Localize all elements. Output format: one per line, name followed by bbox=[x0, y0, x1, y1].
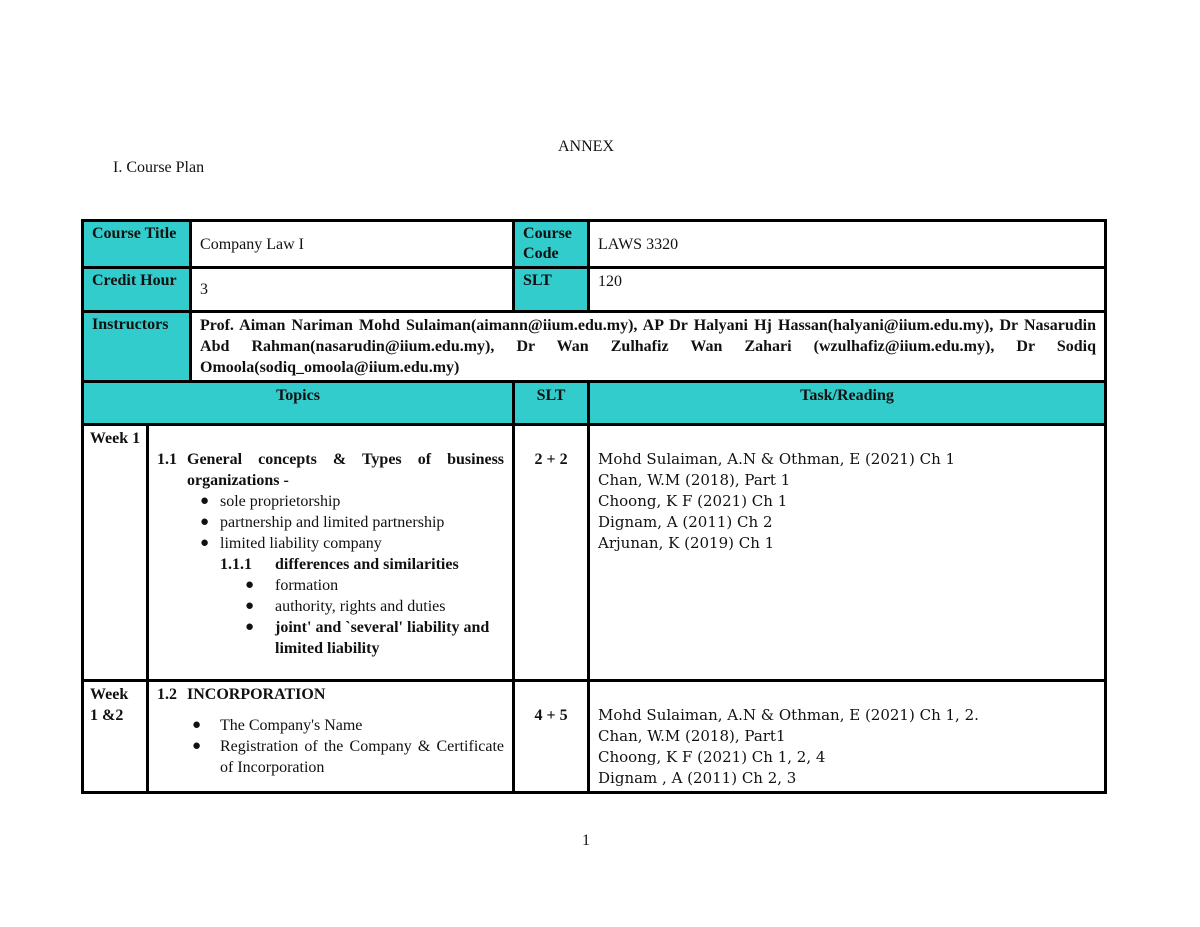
reading-item: Dignam, A (2011) Ch 2 bbox=[598, 513, 773, 531]
course-title-label: Course Title bbox=[83, 221, 191, 268]
credit-hour-value: 3 bbox=[191, 268, 514, 312]
course-code-label: Course Code bbox=[514, 221, 589, 268]
list-item: ● sole proprietorship bbox=[200, 491, 504, 512]
reading-item: Chan, W.M (2018), Part 1 bbox=[598, 471, 791, 489]
course-title-row bbox=[83, 221, 1106, 268]
instructors-value: Prof. Aiman Nariman Mohd Sulaiman(aimann@iium.edu.my), AP Dr Halyani Hj Hassan(halyani@iium.edu.my), Dr Nasarudin Abd Rahman(nasarudin@iium.edu.my), Dr Wan Zulhafiz Wan Zahari (wzulhafiz@iium.edu.my), Dr Sodiq Omoola(sodiq_omoola@iium.edu.my) bbox=[191, 312, 1106, 382]
list-item: ● Registration of the Company & Certificate of Incorporation bbox=[192, 736, 504, 778]
annex-title: ANNEX bbox=[558, 138, 614, 155]
list-item: ● partnership and limited partnership bbox=[200, 512, 504, 533]
reading-item: Mohd Sulaiman, A.N & Othman, E (2021) Ch 1, 2. bbox=[598, 706, 979, 724]
table-row bbox=[83, 425, 1106, 681]
reading-item: Mohd Sulaiman, A.N & Othman, E (2021) Ch 1 bbox=[598, 450, 956, 468]
list-item: ● formation bbox=[245, 575, 504, 596]
course-title-value: Company Law I bbox=[191, 221, 514, 268]
list-item: ● joint' and `several' liability and limited liability bbox=[245, 617, 504, 659]
reading-cell bbox=[589, 425, 1106, 681]
reading-item: Chan, W.M (2018), Part1 bbox=[598, 727, 786, 745]
week-cell: Week 1 bbox=[83, 425, 148, 681]
table-row bbox=[83, 681, 1106, 793]
topic-heading: 1.1 General concepts & Types of business organizations - bbox=[157, 451, 505, 489]
list-item: ● limited liability company bbox=[200, 533, 504, 554]
slt-header: SLT bbox=[514, 382, 589, 425]
page-number: 1 bbox=[582, 832, 590, 849]
subtopic-heading: 1.1.1 differences and similarities bbox=[220, 556, 459, 573]
course-plan-table bbox=[81, 219, 1107, 794]
topics-header: Topics bbox=[83, 382, 514, 425]
credit-hour-label: Credit Hour bbox=[83, 268, 191, 312]
slt-cell: 4 + 5 bbox=[514, 681, 589, 793]
course-plan-heading: I. Course Plan bbox=[113, 159, 205, 176]
topic-cell bbox=[148, 681, 514, 793]
reading-item: Choong, K F (2021) Ch 1, 2, 4 bbox=[598, 748, 826, 766]
slt-value: 120 bbox=[589, 268, 1106, 312]
task-reading-header: Task/Reading bbox=[589, 382, 1106, 425]
list-item: ● authority, rights and duties bbox=[245, 596, 504, 617]
reading-item: Arjunan, K (2019) Ch 1 bbox=[598, 534, 775, 552]
slt-cell: 2 + 2 bbox=[514, 425, 589, 681]
credit-row bbox=[83, 268, 1106, 312]
topic-cell bbox=[148, 425, 514, 681]
reading-item: Choong, K F (2021) Ch 1 bbox=[598, 492, 788, 510]
reading-cell bbox=[589, 681, 1106, 793]
slt-label: SLT bbox=[514, 268, 589, 312]
reading-item: Dignam , A (2011) Ch 2, 3 bbox=[598, 769, 797, 787]
course-code-value: LAWS 3320 bbox=[589, 221, 1106, 268]
week-cell: Week 1 &2 bbox=[83, 681, 148, 793]
instructors-label: Instructors bbox=[83, 312, 191, 382]
column-header-row bbox=[83, 382, 1106, 425]
list-item: ● The Company's Name bbox=[192, 715, 504, 736]
instructors-row bbox=[83, 312, 1106, 382]
topic-heading: 1.2 INCORPORATION bbox=[157, 686, 326, 703]
